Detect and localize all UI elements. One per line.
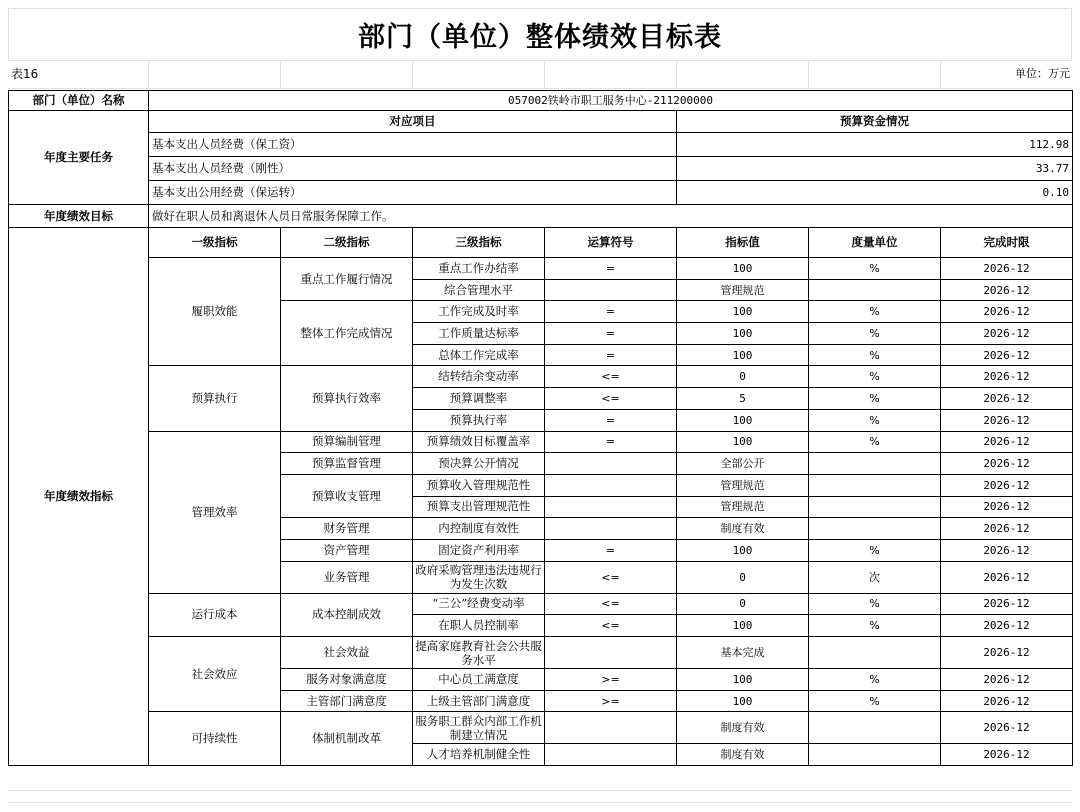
level1-cell: 预算执行 xyxy=(149,366,281,431)
level2-cell: 成本控制成效 xyxy=(281,593,413,636)
table-number: 表16 xyxy=(11,67,39,81)
value-cell: 全部公开 xyxy=(677,453,809,475)
deadline-cell: 2026-12 xyxy=(941,637,1073,669)
value-cell: 制度有效 xyxy=(677,744,809,766)
value-cell: 100 xyxy=(677,539,809,561)
header-cell: 完成时限 xyxy=(941,228,1073,258)
deadline-cell: 2026-12 xyxy=(941,712,1073,744)
value-cell: 管理规范 xyxy=(677,496,809,518)
level3-cell: 重点工作办结率 xyxy=(413,258,545,280)
level1-cell: 管理效率 xyxy=(149,431,281,593)
value-cell: 0 xyxy=(677,561,809,593)
level3-cell: 预算调整率 xyxy=(413,388,545,410)
operator-cell: <= xyxy=(545,388,677,410)
operator-cell: = xyxy=(545,539,677,561)
value-cell: 制度有效 xyxy=(677,712,809,744)
operator-cell xyxy=(545,712,677,744)
deadline-cell: 2026-12 xyxy=(941,258,1073,280)
header-cell: 运算符号 xyxy=(545,228,677,258)
deadline-cell: 2026-12 xyxy=(941,453,1073,475)
header-cell: 指标值 xyxy=(677,228,809,258)
level3-cell: 政府采购管理违法违规行为发生次数 xyxy=(413,561,545,593)
gridline xyxy=(8,790,1072,791)
operator-cell xyxy=(545,744,677,766)
level3-cell: 预决算公开情况 xyxy=(413,453,545,475)
operator-cell xyxy=(545,637,677,669)
operator-cell: <= xyxy=(545,593,677,615)
deadline-cell: 2026-12 xyxy=(941,344,1073,366)
deadline-cell: 2026-12 xyxy=(941,539,1073,561)
level3-cell: “三公”经费变动率 xyxy=(413,593,545,615)
level2-cell: 重点工作履行情况 xyxy=(281,258,413,301)
unit-cell xyxy=(809,453,941,475)
level2-cell: 资产管理 xyxy=(281,539,413,561)
deadline-cell: 2026-12 xyxy=(941,474,1073,496)
unit-cell: % xyxy=(809,301,941,323)
operator-cell: <= xyxy=(545,366,677,388)
value-cell: 100 xyxy=(677,669,809,691)
operator-cell xyxy=(545,496,677,518)
header-cell: 一级指标 xyxy=(149,228,281,258)
tasks-col-project: 对应项目 xyxy=(149,111,677,133)
deadline-cell: 2026-12 xyxy=(941,323,1073,345)
operator-cell: = xyxy=(545,344,677,366)
performance-table xyxy=(8,90,1073,766)
level2-cell: 社会效益 xyxy=(281,637,413,669)
unit-cell: % xyxy=(809,593,941,615)
level2-cell: 预算执行效率 xyxy=(281,366,413,431)
dept-value: 057002铁岭市职工服务中心-211200000 xyxy=(149,91,1073,111)
operator-cell: >= xyxy=(545,669,677,691)
deadline-cell: 2026-12 xyxy=(941,561,1073,593)
unit-cell: % xyxy=(809,669,941,691)
level3-cell: 提高家庭教育社会公共服务水平 xyxy=(413,637,545,669)
level3-cell: 固定资产利用率 xyxy=(413,539,545,561)
unit-cell xyxy=(809,518,941,540)
level2-cell: 主管部门满意度 xyxy=(281,690,413,712)
unit-cell xyxy=(809,496,941,518)
level3-cell: 在职人员控制率 xyxy=(413,615,545,637)
operator-cell: <= xyxy=(545,561,677,593)
value-cell: 100 xyxy=(677,431,809,453)
level3-cell: 预算支出管理规范性 xyxy=(413,496,545,518)
operator-cell: >= xyxy=(545,690,677,712)
level2-cell: 整体工作完成情况 xyxy=(281,301,413,366)
unit-cell: % xyxy=(809,409,941,431)
value-cell: 100 xyxy=(677,323,809,345)
level3-cell: 工作质量达标率 xyxy=(413,323,545,345)
level3-cell: 服务职工群众内部工作机制建立情况 xyxy=(413,712,545,744)
level3-cell: 综合管理水平 xyxy=(413,279,545,301)
unit-cell: % xyxy=(809,366,941,388)
value-cell: 制度有效 xyxy=(677,518,809,540)
operator-cell: <= xyxy=(545,615,677,637)
gridline xyxy=(8,88,1072,89)
level1-cell: 履职效能 xyxy=(149,258,281,366)
level1-cell: 社会效应 xyxy=(149,637,281,712)
level3-cell: 上级主管部门满意度 xyxy=(413,690,545,712)
level2-cell: 预算编制管理 xyxy=(281,431,413,453)
value-cell: 5 xyxy=(677,388,809,410)
level3-cell: 预算收入管理规范性 xyxy=(413,474,545,496)
operator-cell xyxy=(545,453,677,475)
gridline xyxy=(8,60,1072,61)
dept-label: 部门（单位）名称 xyxy=(9,91,149,111)
unit-cell xyxy=(809,712,941,744)
value-cell: 基本完成 xyxy=(677,637,809,669)
level2-cell: 财务管理 xyxy=(281,518,413,540)
operator-cell: = xyxy=(545,409,677,431)
deadline-cell: 2026-12 xyxy=(941,593,1073,615)
task-amount: 0.10 xyxy=(677,181,1073,205)
level1-cell: 运行成本 xyxy=(149,593,281,636)
level2-cell: 服务对象满意度 xyxy=(281,669,413,691)
level3-cell: 总体工作完成率 xyxy=(413,344,545,366)
level3-cell: 工作完成及时率 xyxy=(413,301,545,323)
deadline-cell: 2026-12 xyxy=(941,366,1073,388)
value-cell: 100 xyxy=(677,615,809,637)
task-item: 基本支出人员经费（保工资） xyxy=(149,133,677,157)
gridline xyxy=(280,60,281,88)
gridline xyxy=(8,802,1072,803)
task-item: 基本支出人员经费（刚性） xyxy=(149,157,677,181)
unit-cell: % xyxy=(809,615,941,637)
deadline-cell: 2026-12 xyxy=(941,669,1073,691)
value-cell: 100 xyxy=(677,690,809,712)
level2-cell: 体制机制改革 xyxy=(281,712,413,766)
operator-cell xyxy=(545,279,677,301)
deadline-cell: 2026-12 xyxy=(941,496,1073,518)
unit-cell: % xyxy=(809,690,941,712)
sheet-title: 部门（单位）整体绩效目标表 xyxy=(358,21,722,53)
goal-value: 做好在职人员和离退休人员日常服务保障工作。 xyxy=(149,205,1073,228)
unit-cell xyxy=(809,744,941,766)
value-cell: 100 xyxy=(677,301,809,323)
level3-cell: 预算执行率 xyxy=(413,409,545,431)
gridline xyxy=(1071,8,1072,60)
unit-cell xyxy=(809,474,941,496)
unit-cell: 次 xyxy=(809,561,941,593)
gridline xyxy=(940,60,941,88)
level1-cell: 可持续性 xyxy=(149,712,281,766)
gridline xyxy=(676,60,677,88)
task-item: 基本支出公用经费（保运转） xyxy=(149,181,677,205)
level2-cell: 业务管理 xyxy=(281,561,413,593)
goal-label: 年度绩效目标 xyxy=(9,205,149,228)
operator-cell: = xyxy=(545,431,677,453)
value-cell: 100 xyxy=(677,409,809,431)
deadline-cell: 2026-12 xyxy=(941,744,1073,766)
tasks-label: 年度主要任务 xyxy=(9,111,149,205)
unit-cell xyxy=(809,279,941,301)
value-cell: 0 xyxy=(677,366,809,388)
header-cell: 三级指标 xyxy=(413,228,545,258)
unit-cell: % xyxy=(809,431,941,453)
indicators-label: 年度绩效指标 xyxy=(9,228,149,766)
task-amount: 112.98 xyxy=(677,133,1073,157)
level3-cell: 结转结余变动率 xyxy=(413,366,545,388)
deadline-cell: 2026-12 xyxy=(941,279,1073,301)
unit-cell: % xyxy=(809,388,941,410)
operator-cell xyxy=(545,518,677,540)
level3-cell: 预算绩效目标覆盖率 xyxy=(413,431,545,453)
tasks-col-budget: 预算资金情况 xyxy=(677,111,1073,133)
unit-cell: % xyxy=(809,539,941,561)
unit-cell: % xyxy=(809,258,941,280)
value-cell: 100 xyxy=(677,258,809,280)
level3-cell: 内控制度有效性 xyxy=(413,518,545,540)
level2-cell: 预算收支管理 xyxy=(281,474,413,517)
gridline xyxy=(544,60,545,88)
operator-cell: = xyxy=(545,258,677,280)
gridline xyxy=(148,60,149,88)
deadline-cell: 2026-12 xyxy=(941,518,1073,540)
unit-cell: % xyxy=(809,344,941,366)
header-cell: 二级指标 xyxy=(281,228,413,258)
deadline-cell: 2026-12 xyxy=(941,301,1073,323)
task-amount: 33.77 xyxy=(677,157,1073,181)
header-cell: 度量单位 xyxy=(809,228,941,258)
gridline xyxy=(412,60,413,88)
deadline-cell: 2026-12 xyxy=(941,388,1073,410)
gridline xyxy=(808,60,809,88)
value-cell: 100 xyxy=(677,344,809,366)
level2-cell: 预算监督管理 xyxy=(281,453,413,475)
value-cell: 0 xyxy=(677,593,809,615)
value-cell: 管理规范 xyxy=(677,474,809,496)
unit-cell: % xyxy=(809,323,941,345)
operator-cell xyxy=(545,474,677,496)
deadline-cell: 2026-12 xyxy=(941,690,1073,712)
deadline-cell: 2026-12 xyxy=(941,431,1073,453)
operator-cell: = xyxy=(545,301,677,323)
operator-cell: = xyxy=(545,323,677,345)
unit-cell xyxy=(809,637,941,669)
deadline-cell: 2026-12 xyxy=(941,615,1073,637)
level3-cell: 人才培养机制健全性 xyxy=(413,744,545,766)
unit-label: 单位：万元 xyxy=(1015,67,1070,80)
deadline-cell: 2026-12 xyxy=(941,409,1073,431)
level3-cell: 中心员工满意度 xyxy=(413,669,545,691)
value-cell: 管理规范 xyxy=(677,279,809,301)
